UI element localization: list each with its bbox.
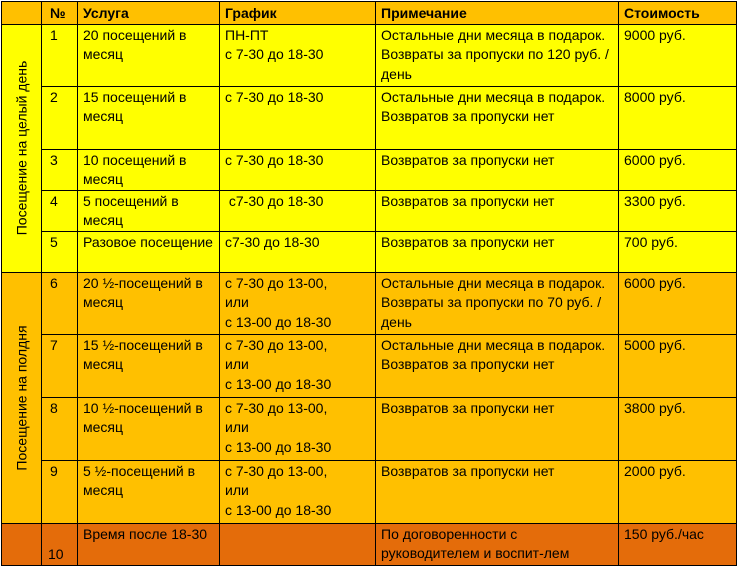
row-service: Время после 18-30 [78, 523, 220, 565]
row-service: 15 посещений в месяц [78, 86, 220, 149]
row-schedule [220, 397, 376, 460]
schedule-line: с 7-30 до 18-30 [225, 151, 324, 168]
schedule-line: с7-30 до 18-30 [225, 192, 324, 209]
row-service: 15 ½-посещений в месяц [78, 334, 220, 397]
row-note: Остальные дни месяца в подарок. Возвраты за пропуски по 120 руб. /день [376, 24, 619, 86]
schedule-line: с7-30 до 18-30 [225, 233, 320, 250]
header-blank [2, 2, 42, 25]
row-num: 8 [42, 397, 78, 460]
row-note: Остальные дни месяца в подарок. Возвраты за пропуски по 70 руб. /день [376, 272, 619, 334]
row-schedule [220, 190, 376, 231]
header-note: Примечание [376, 2, 619, 25]
row-num: 10 [42, 523, 78, 565]
row-note: Возвратов за пропуски нет [376, 397, 619, 460]
group-label-full-day-text: Посещение на целый день [12, 60, 29, 236]
row-blank [2, 523, 42, 565]
table-row [2, 334, 737, 397]
table-row [2, 86, 737, 149]
row-num: 1 [42, 24, 78, 86]
row-schedule [220, 86, 376, 149]
row-note: Возвратов за пропуски нет [376, 231, 619, 272]
schedule-line: с 7-30 до 18-30 [225, 46, 324, 62]
row-price: 150 руб./час [619, 523, 737, 565]
row-schedule [220, 149, 376, 190]
table-row [2, 24, 737, 86]
row-num: 6 [42, 272, 78, 334]
row-price: 9000 руб. [619, 24, 737, 86]
row-service: 20 посещений в месяц [78, 24, 220, 86]
row-price: 3800 руб. [619, 397, 737, 460]
group-label-half-day [2, 272, 42, 523]
row-schedule [220, 272, 376, 334]
row-schedule [220, 24, 376, 86]
row-schedule [220, 231, 376, 272]
schedule-line: с 13-00 до 18-30 [225, 501, 332, 518]
row-service: 10 посещений в месяц [78, 149, 220, 190]
row-note: Остальные дни месяца в подарок. Возвратов за пропуски нет [376, 334, 619, 397]
row-service: 5 ½-посещений в месяц [78, 460, 220, 523]
schedule-line: или [225, 482, 249, 498]
header-service: Услуга [78, 2, 220, 25]
row-num: 9 [42, 460, 78, 523]
table-row [2, 149, 737, 190]
row-note: По договоренности с руководителем и воспит-лем [376, 523, 619, 565]
schedule-line: с 7-30 до 18-30 [225, 88, 324, 105]
row-schedule [220, 334, 376, 397]
group-label-full-day [2, 24, 42, 272]
table-row [2, 397, 737, 460]
row-service: Разовое посещение [78, 231, 220, 272]
row-note: Возвратов за пропуски нет [376, 149, 619, 190]
row-price: 2000 руб. [619, 460, 737, 523]
schedule-line: или [225, 356, 249, 372]
schedule-line: с 7-30 до 13-00, [225, 336, 328, 353]
group-label-half-day-text: Посещение на полдня [12, 324, 29, 471]
schedule-line: с 13-00 до 18-30 [225, 313, 332, 330]
row-price: 700 руб. [619, 231, 737, 272]
row-price: 6000 руб. [619, 272, 737, 334]
schedule-line: с 7-30 до 13-00, [225, 274, 328, 291]
schedule-line: или [225, 294, 249, 310]
row-service: 5 посещений в месяц [78, 190, 220, 231]
schedule-line: с 13-00 до 18-30 [225, 375, 332, 392]
row-schedule [220, 460, 376, 523]
header-schedule: График [220, 2, 376, 25]
schedule-line: ПН-ПТ [225, 26, 269, 43]
row-price: 6000 руб. [619, 149, 737, 190]
row-num: 3 [42, 149, 78, 190]
row-num: 5 [42, 231, 78, 272]
row-note: Возвратов за пропуски нет [376, 460, 619, 523]
schedule-line: или [225, 419, 249, 435]
row-note: Возвратов за пропуски нет [376, 190, 619, 231]
table-row [2, 523, 737, 565]
pricing-table [1, 1, 737, 566]
header-price: Стоимость [619, 2, 737, 25]
row-price: 8000 руб. [619, 86, 737, 149]
row-num: 2 [42, 86, 78, 149]
row-price: 5000 руб. [619, 334, 737, 397]
header-num: № [42, 2, 78, 25]
schedule-line: с 7-30 до 13-00, [225, 462, 328, 479]
row-note: Остальные дни месяца в подарок. Возвратов за пропуски нет [376, 86, 619, 149]
row-service: 10 ½-посещений в месяц [78, 397, 220, 460]
table-row [2, 190, 737, 231]
schedule-line: с 7-30 до 13-00, [225, 399, 328, 416]
header-row [2, 2, 737, 25]
row-num: 4 [42, 190, 78, 231]
table-row [2, 460, 737, 523]
row-schedule [220, 523, 376, 565]
row-price: 3300 руб. [619, 190, 737, 231]
table-row [2, 231, 737, 272]
schedule-line: с 13-00 до 18-30 [225, 438, 332, 455]
row-service: 20 ½-посещений в месяц [78, 272, 220, 334]
table-row [2, 272, 737, 334]
row-num: 7 [42, 334, 78, 397]
